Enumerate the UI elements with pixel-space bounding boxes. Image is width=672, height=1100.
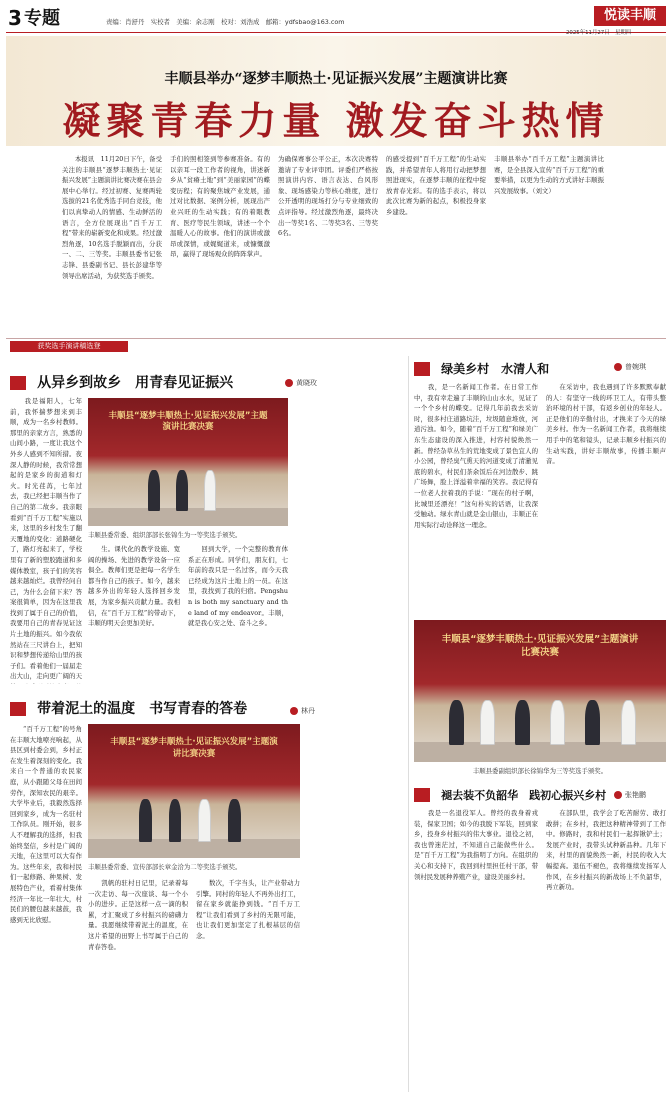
winners-band bbox=[6, 338, 666, 352]
intro-col-1: 本报讯 11月20日下午，备受关注的丰顺县“逐梦丰顺热土·见证振兴发展”主题演讲比赛决赛在县会展中心举行。经过初赛、复赛两轮选拔的21名优秀选手同台竞技，他们以真挚动人的情感、生动鲜活的语言，全方位展现出“百千万工程”带来的崭新变化和成果。经过激烈角逐，10名选手脱颖而出，分获一、二、三等奖。丰顺县委书记张志锋、县委副书记、县长彭建华等领导出席活动，为获奖选手颁奖。 bbox=[62, 155, 162, 280]
article-1-photo-banner: 丰顺县“逐梦丰顺热土·见证振兴发展”主题演讲比赛决赛 bbox=[108, 410, 268, 433]
column-tag bbox=[594, 6, 666, 26]
person-figure bbox=[169, 799, 182, 842]
author-dot-icon bbox=[285, 379, 293, 387]
article-2-caption: 丰顺县委副组织部长徐锦华为三等奖选手颁奖。 bbox=[472, 767, 608, 775]
article-2-body: 我，是一名新闻工作者。在日常工作中，我有幸走遍了丰顺的山山水水，见证了一个个乡村的蝶变。记得几年前我去采访时，很多村庄道路坑洼，垃圾随意堆放，河道污浊。如今，随着“百千万工程”和绿美广东生态建设的深入推进，村容村貌焕然一新。曾经杂草丛生的荒地变成了景色宜人的小公园，曾经臭气熏天的河道变成了清澈见底的碧水，村民们茶余饭后在河边散步、跳广场舞，脸上洋溢着幸福的笑容。我记得有一位老人拉着我的手说：“现在的村子啊，比城里还漂亮！”这句朴实的话语，让我深受触动。绿水青山就是金山银山，丰顺正在用实际行动诠释这一理念。 bbox=[414, 383, 538, 529]
column-divider bbox=[408, 356, 409, 1092]
person-figure bbox=[585, 700, 600, 745]
article-3-heading bbox=[10, 698, 290, 718]
article-4-body: 我是一名退役军人。曾经的我身着戎装，保家卫国；如今的我脱下军装，回到家乡，投身乡村振兴的伟大事业。退役之初，我也曾迷茫过，不知道自己能做些什么。是“百千万工程”为我指明了方向。在组织的关心和支持下，我回到村里担任村干部，带领村民发展种养殖产业，建设美丽乡村。 bbox=[414, 809, 538, 881]
article-2-title: 绿美乡村 水清人和 bbox=[441, 362, 550, 376]
article-1-title: 从异乡到故乡 用青春见证振兴 bbox=[37, 375, 234, 391]
article-1-caption: 丰顺县委常委、组织部部长张锦生为一等奖选手颁奖。 bbox=[88, 531, 242, 539]
article-2-photo bbox=[414, 620, 666, 762]
person-figure bbox=[204, 470, 216, 511]
person-figure bbox=[148, 470, 160, 511]
article-3-body-3: 数次，千字当头，让产业带动力引擎。同村的年轻人不再外出打工，留在家乡就能挣到钱。“百千万工程”让我们看到了乡村的无限可能，也让我们更加坚定了扎根基层的信念。 bbox=[196, 879, 300, 940]
article-3-body: “百千万工程”的号角在丰顺大地嘹亮响起，从县区到村委会到，乡村正在发生着深刻的变化。我来自一个普通的农民家庭，从小跟随父母在田间劳作，深知农民的艰辛。大学毕业后，我毅然选择回到家乡，成为一名驻村工作队员。刚开始，很多人不理解我的选择，但我始终坚信，乡村是广阔的天地，在这里可以大有作为。这些年来，我和村民们一起修路、种果树、发展特色产业，看着村集体经济一年比一年壮大，村民们的腰包越来越鼓，我感到无比欣慰。 bbox=[10, 725, 82, 924]
article-1-body-3: 回到大学，一个完整的教育体系正在形成。同学们，朋友们，七年前的我只是一名过客，而今天我已经成为这片土地上的一员。在这里，我找到了我的归宿。Pengshun is both my sanctuary and the land of my endeavor。丰顺，就是我心安之处、奋斗之乡。 bbox=[188, 545, 288, 628]
person-figure bbox=[480, 700, 495, 745]
stage-floor bbox=[88, 839, 300, 858]
article-2-body-2: 在采访中，我也遇到了许多默默奉献的人：有坚守一线的环卫工人，有带头整治环境的村干部，有返乡创业的年轻人。正是他们的辛勤付出，才换来了今天的绿美乡村。作为一名新闻工作者，我将继续用手中的笔和镜头，记录丰顺乡村振兴的生动实践，讲好丰顺故事，传播丰顺声音。 bbox=[546, 383, 666, 466]
flag-icon bbox=[10, 702, 26, 716]
article-4-body-2: 在部队里，我学会了吃苦耐劳、敢打敢拼；在乡村，我把这种精神带到了工作中。修路时，我和村民们一起挥锹铲土；发展产业时，我带头试种新品种。几年下来，村里的面貌焕然一新，村民的收入大幅提高。退伍不褪色，我将继续发扬军人作风，在乡村振兴的新战场上不负韶华，再立新功。 bbox=[546, 809, 666, 892]
lead-banner bbox=[6, 36, 666, 146]
person-figure bbox=[198, 799, 211, 842]
winners-band-label-box bbox=[10, 341, 128, 352]
person-figure bbox=[176, 470, 188, 511]
stage-floor bbox=[88, 508, 288, 526]
author-dot-icon bbox=[614, 791, 622, 799]
issue-date: 2025年11月27日 星期四 bbox=[566, 30, 632, 36]
intro-col-4: 的感受提到“百千万工程”的生动实践，并希望青年人将用行动把梦想照进现实，在逐梦丰顺的征程中绽放青春光彩。有的选手表示，将以此次比赛为新的起点，积极投身家乡建设。 bbox=[386, 155, 486, 216]
winners-band-label: 获奖选手演讲稿选登 bbox=[37, 342, 101, 350]
article-1-author bbox=[285, 378, 317, 388]
credits-line: 责编：肖舒丹 实校者 美编：余志刚 校对：刘浩成 邮箱：ydfsbao@163.com bbox=[106, 18, 345, 26]
masthead bbox=[6, 5, 666, 36]
article-2-heading bbox=[414, 358, 594, 378]
intro-col-5: 丰顺县举办“百千万工程”主题演讲比赛，是全县深入宣传“百千万工程”的重要举措，以更为生动的方式讲好丰顺振兴发展故事。（刘文） bbox=[494, 155, 604, 195]
column-name: 悦读丰顺 bbox=[603, 8, 656, 23]
article-4-heading bbox=[414, 784, 610, 804]
article-2-photo-banner: 丰顺县“逐梦丰顺热土·见证振兴发展”主题演讲比赛决赛 bbox=[441, 634, 639, 658]
article-3-title: 带着泥土的温度 书写青春的答卷 bbox=[37, 701, 248, 717]
article-3-photo-banner: 丰顺县“逐梦丰顺热土·见证振兴发展”主题演讲比赛决赛 bbox=[110, 737, 278, 759]
banner-headline: 凝聚青春力量 激发奋斗热情 bbox=[62, 98, 610, 143]
article-3-body-2: 凯帆的驻村日记里，记录着每一次走访、每一次座谈、每一个小小的进步。正是这样一点一滴的积累，才汇聚成了乡村振兴的磅礴力量。我愿继续带着泥土的温度，在这片希望的田野上书写属于自己的青春答卷。 bbox=[88, 879, 188, 951]
flag-icon bbox=[414, 788, 430, 802]
article-3-author-name: 林丹 bbox=[301, 707, 315, 715]
article-4-title: 褪去装不负韶华 践初心振兴乡村 bbox=[441, 789, 607, 802]
article-3-caption: 丰顺县委常委、宣传部部长章金洽为二等奖选手颁奖。 bbox=[88, 863, 242, 871]
person-figure bbox=[621, 700, 636, 745]
person-figure bbox=[515, 700, 530, 745]
intro-col-3: 为确保赛事公平公正，本次决赛特邀请了专业评审团。评委们严格按照演讲内容、语言表达、台风形象、现场感染力等核心维度，进行公开透明的现场打分与专业细致的点评指导。经过激烈角逐，最终决出一等奖1名、二等奖3名、三等奖6名。 bbox=[278, 155, 378, 238]
article-1-heading bbox=[10, 372, 270, 392]
article-3-author bbox=[290, 706, 315, 716]
flag-icon bbox=[10, 376, 26, 390]
person-figure bbox=[228, 799, 241, 842]
person-figure bbox=[449, 700, 464, 745]
article-2-author bbox=[614, 362, 646, 372]
article-4-author-name: 张艳鹏 bbox=[625, 791, 646, 799]
author-dot-icon bbox=[290, 707, 298, 715]
person-figure bbox=[139, 799, 152, 842]
intro-col-2: 手们的照相签到等参赛准备。有的以亲耳一段工作者的视角，讲述新乡从“贫瘠土地”到“美丽家园”的蝶变历程；有的聚焦城产业发展，通过对比数据、案例分析，展现出产业兴旺的生动实践；有的着眼教育、医疗等民生领域，讲述一个个温暖人心的故事。他们的演讲或激昂或深情，或娓娓道来，或慷慨激昂，赢得了现场观众的阵阵掌声。 bbox=[170, 155, 270, 259]
person-figure bbox=[550, 700, 565, 745]
article-3-photo bbox=[88, 724, 300, 858]
article-1-body: 我是福阳人，七年前，我怀揣梦想来到丰顺，成为一名乡村教师。那里的亲家方言，熟悉的山间小路，一度让我这个外乡人感到不知所措。夜深人静的时候，我常常想起的是家乡的街道和灯火。时光荏苒，七年过去，我已经把丰顺当作了自己的第二故乡。我亲眼看到“百千万工程”实施以来，这里的乡村发生了翻天覆地的变化：道路硬化了，路灯亮起来了，学校里有了新的塑胶跑道和多媒体教室，孩子们的笑容越来越灿烂。我曾经问自己，为什么会留下来？答案很简单，因为在这里我找到了属于自己的价值，我要用自己的青春见证这片土地的振兴。如今我依然站在三尺讲台上，把知识和梦想传递给山里的孩子们。看着他们一届届走出大山，走向更广阔的天 bbox=[10, 397, 82, 681]
article-1-body-2: 生。课代化的教学设施、宽阔的操场、先进的教学设备一应俱全。教师们更是把每一名学生都当作自己的孩子。如今，越来越多外出的年轻人选择回乡发展，为家乡振兴贡献力量。我相信，在“百千万工程”的带动下，丰顺的明天会更加美好。 bbox=[88, 545, 180, 628]
stage-floor bbox=[414, 742, 666, 762]
article-1-photo bbox=[88, 398, 288, 526]
author-dot-icon bbox=[614, 363, 622, 371]
page-number: 3 bbox=[8, 6, 22, 30]
section-label: 专题 bbox=[24, 8, 60, 29]
article-2-author-name: 曾婉琪 bbox=[625, 363, 646, 371]
article-4-author bbox=[614, 790, 646, 800]
article-1-author-name: 黄晓玫 bbox=[296, 379, 317, 387]
banner-kicker: 丰顺县举办“逐梦丰顺热土·见证振兴发展”主题演讲比赛 bbox=[164, 71, 508, 87]
flag-icon bbox=[414, 362, 430, 376]
